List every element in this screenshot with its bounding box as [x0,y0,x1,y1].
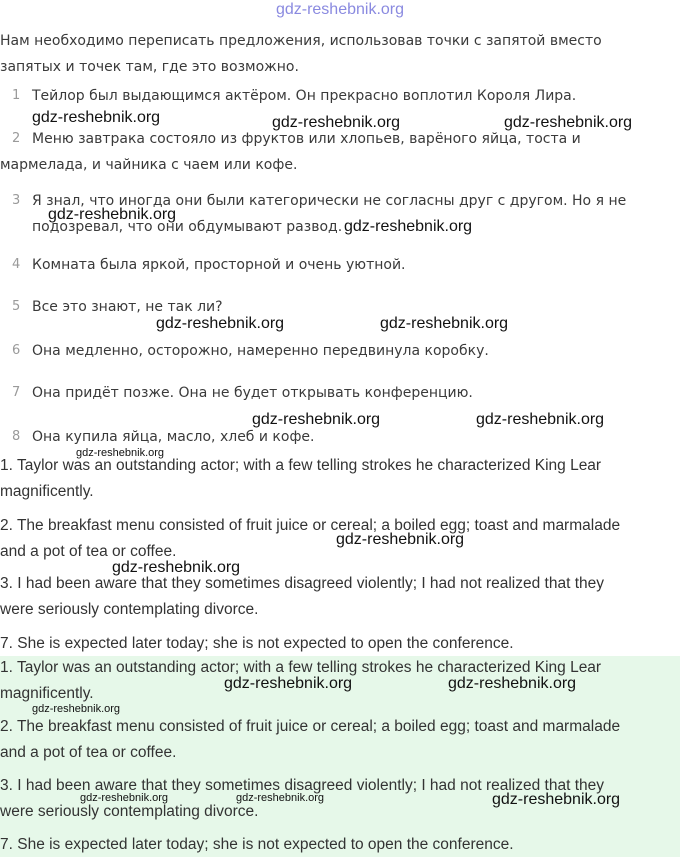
watermark: gdz-reshebnik.org [448,675,577,692]
site-header[interactable]: gdz-reshebnik.org [275,1,405,18]
answer-line: and a pot of tea or coffee. [0,744,177,761]
answer-line: were seriously contemplating divorce. [0,601,259,618]
task-text: Меню завтрака состояло из фруктов или хлопьев, варёного яйца, тоста и [32,131,581,147]
answer-line: 7. She is expected later today; she is not expected to open the conference. [0,635,514,652]
watermark: gdz-reshebnik.org [380,315,509,332]
answer-line: magnificently. [0,685,94,702]
task-text: Она купила яйца, масло, хлеб и кофе. [32,429,315,445]
watermark: gdz-reshebnik.org [504,114,633,131]
answer-line: 2. The breakfast menu consisted of fruit juice or cereal; a boiled egg; toast and marmalade [0,718,621,735]
task-item-5 [0,294,660,320]
task-item-7 [0,380,660,406]
watermark: gdz-reshebnik.org [344,218,473,235]
task-intro: Нам необходимо переписать предложения, использовав точки с запятой вместо запятых и точек там, где это возможно. [0,33,602,75]
answer-line: 1. Taylor was an outstanding actor; with a few telling strokes he characterized King Lear [0,457,602,474]
task-text: Она медленно, осторожно, намеренно передвинула коробку. [32,343,489,359]
watermark: gdz-reshebnik.org [336,531,465,548]
task-item-3 [0,188,660,240]
watermark: gdz-reshebnik.org [76,447,165,459]
task-text: Она придёт позже. Она не будет открывать конференцию. [32,385,473,401]
task-item-8 [0,424,660,450]
watermark: gdz-reshebnik.org [80,792,169,804]
answer-line: 3. I had been aware that they sometimes disagreed violently; I had not realized that they [0,575,605,592]
task-text: Все это знают, не так ли? [32,299,223,315]
answer-line: 3. I had been aware that they sometimes disagreed violently; I had not realized that they [0,777,605,794]
answer-line: 7. She is expected later today; she is not expected to open the conference. [0,836,514,853]
answer-2 [0,513,670,565]
task-item-2 [0,126,660,178]
task-text: Комната была яркой, просторной и очень уютной. [32,257,406,273]
task-text-cont: мармелада, и чайника с чаем или кофе. [0,157,298,173]
answer-repeat-3 [0,773,670,825]
watermark: gdz-reshebnik.org [272,114,401,131]
task-item-1 [0,83,660,109]
watermark: gdz-reshebnik.org [48,206,177,223]
answer-line: 2. The breakfast menu consisted of fruit juice or cereal; a boiled egg; toast and marmalade [0,517,621,534]
task-item-4 [0,252,660,278]
answer-7 [0,631,670,657]
watermark: gdz-reshebnik.org [236,792,325,804]
answer-line: and a pot of tea or coffee. [0,543,177,560]
task-text-cont: подозревал, что они обдумывают развод. [32,219,343,235]
answer-line: magnificently. [0,483,94,500]
watermark: gdz-reshebnik.org [32,109,161,126]
task-text: Я знал, что иногда они были категорически не согласны друг с другом. Но я не [32,193,627,209]
answer-line: 1. Taylor was an outstanding actor; with a few telling strokes he characterized King Lear [0,659,602,676]
task-number: 1 [12,88,21,103]
watermark: gdz-reshebnik.org [476,411,605,428]
answer-3 [0,571,670,623]
answer-line: were seriously contemplating divorce. [0,803,259,820]
watermark: gdz-reshebnik.org [32,703,121,715]
task-number: 2 [12,131,21,146]
task-number: 6 [12,343,21,358]
task-number: 7 [12,385,21,400]
watermark: gdz-reshebnik.org [156,315,285,332]
task-number: 5 [12,299,21,314]
answer-1 [0,453,670,505]
answer-repeat-7 [0,832,670,858]
task-number: 4 [12,257,21,272]
task-text: Тейлор был выдающимся актёром. Он прекрасно воплотил Короля Лира. [32,88,577,104]
watermark: gdz-reshebnik.org [224,675,353,692]
watermark: gdz-reshebnik.org [112,559,241,576]
answer-repeat-2 [0,714,670,766]
task-number: 8 [12,429,21,444]
answer-repeat-1 [0,655,670,707]
task-number: 3 [12,193,21,208]
watermark: gdz-reshebnik.org [252,411,381,428]
task-item-6 [0,338,660,364]
watermark: gdz-reshebnik.org [492,791,621,808]
